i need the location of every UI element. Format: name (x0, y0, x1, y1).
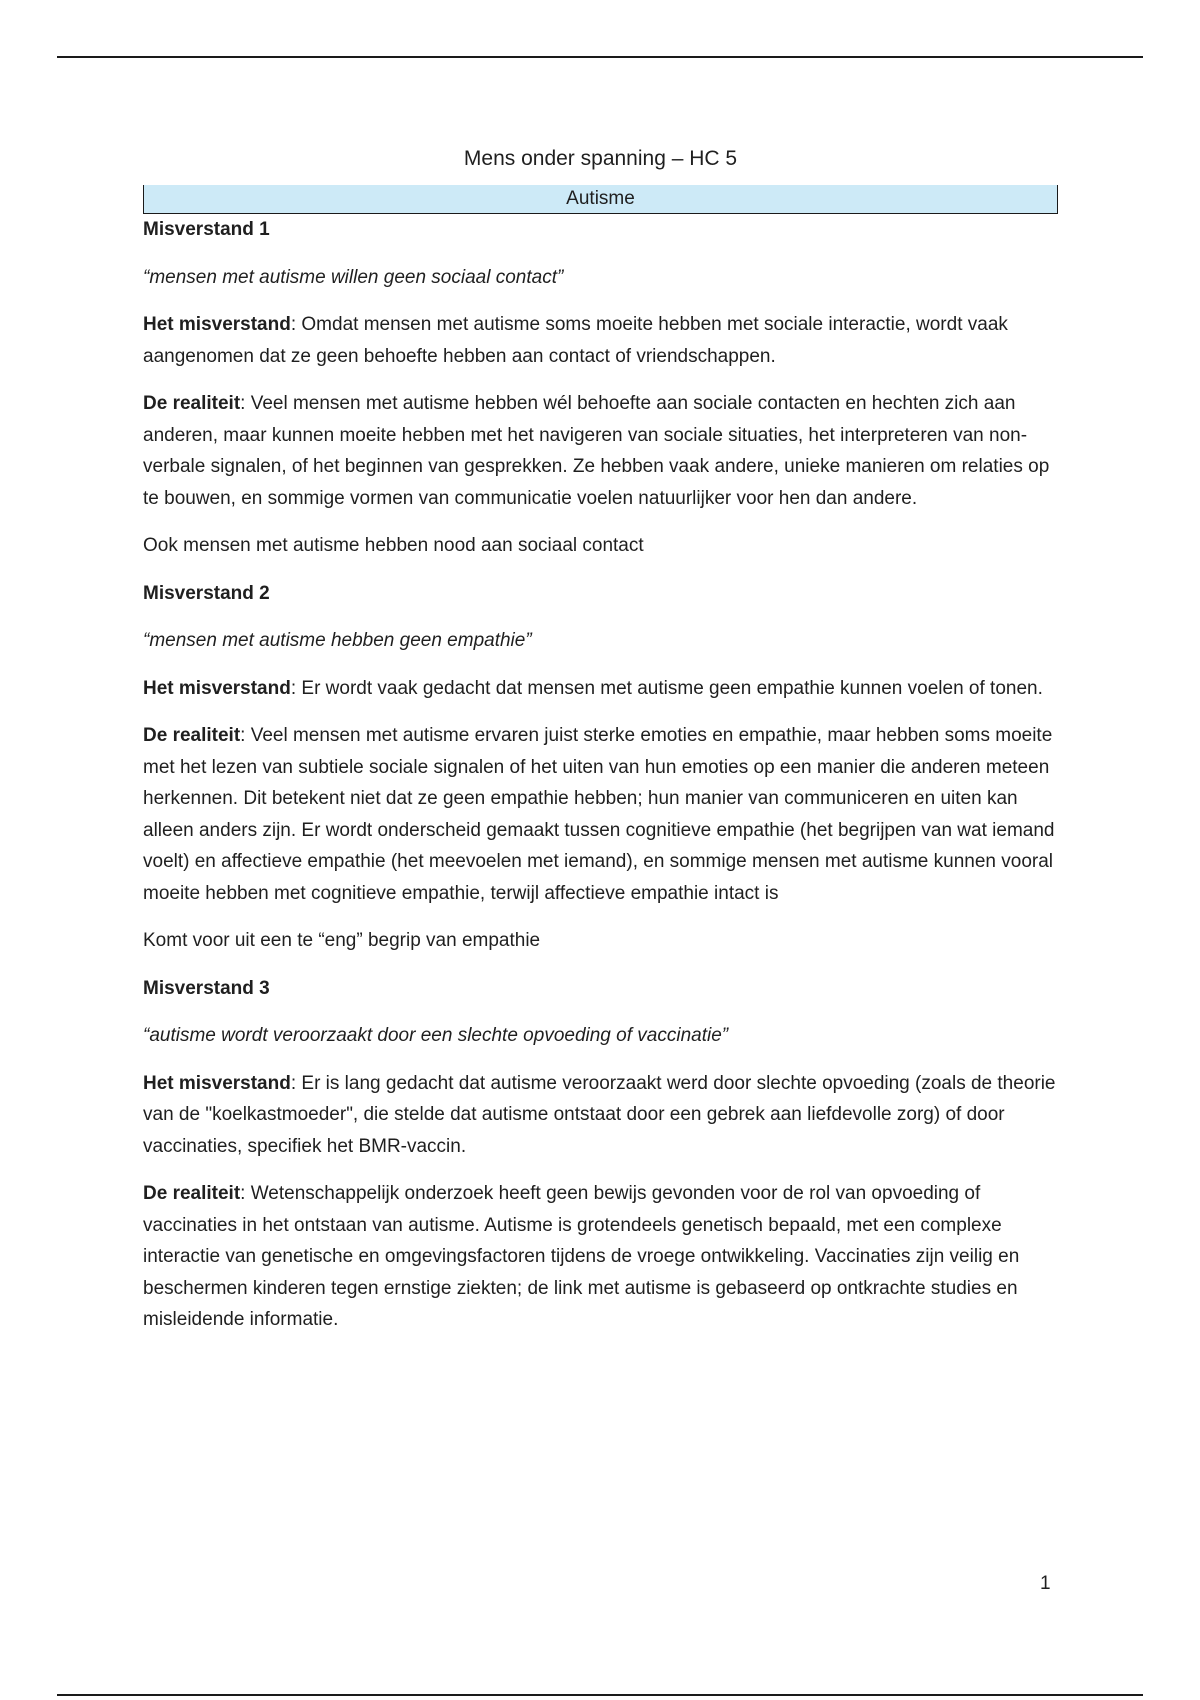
misverstand-label: Het misverstand (143, 314, 291, 335)
misverstand-text: : Er is lang gedacht dat autisme veroorzaakt werd door slechte opvoeding (zoals de theorie van de "koelkastmoeder", die stelde dat autisme ontstaat door een gebrek aan liefdevolle zorg) of door vaccinaties, specifiek het BMR-vaccin. (143, 1072, 1056, 1157)
misverstand-heading: Misverstand 2 (143, 582, 270, 604)
realiteit-text: : Wetenschappelijk onderzoek heeft geen bewijs gevonden voor de rol van opvoeding of vaccinaties in het ontstaan van autisme. Autisme is grotendeels genetisch bepaald, met een complexe interactie van genetische en omgevingsfactoren tijdens de vroege ontwikkeling. Vaccinaties zijn veilig en beschermen kinderen tegen ernstige ziekten; de link met autisme is gebaseerd op ontkrachte studies en misleidende informatie. (143, 1183, 1020, 1330)
misverstand-section (143, 973, 1058, 1336)
note-text: Komt voor uit een te “eng” begrip van empathie (143, 930, 541, 951)
top-rule (57, 56, 1143, 58)
misverstand-text: : Er wordt vaak gedacht dat mensen met autisme geen empathie kunnen voelen of tonen. (290, 677, 1043, 699)
realiteit-paragraph (143, 1178, 1058, 1336)
misverstand-label: Het misverstand (143, 1072, 291, 1094)
misverstand-paragraph (143, 309, 1058, 372)
misverstand-label: Het misverstand (143, 677, 291, 699)
misverstand-quote: “autisme wordt veroorzaakt door een slechte opvoeding of vaccinatie” (143, 1025, 729, 1046)
bottom-rule (57, 1694, 1143, 1696)
misverstand-paragraph (143, 1068, 1058, 1163)
misverstand-section (143, 578, 1058, 957)
realiteit-label: De realiteit (143, 1183, 241, 1204)
misverstand-section (143, 214, 1058, 562)
misverstand-heading: Misverstand 1 (143, 219, 270, 240)
section-header: Autisme (143, 185, 1058, 214)
realiteit-text: : Veel mensen met autisme ervaren juist sterke emoties en empathie, maar hebben soms moeite met het lezen van subtiele sociale signalen of het uiten van hun emoties op een manier die anderen meteen herkennen. Dit betekent niet dat ze geen empathie hebben; hun manier van communiceren en uiten kan alleen anders zijn. Er wordt onderscheid gemaakt tussen cognitieve empathie (het begrijpen van wat iemand voelt) en affectieve empathie (het meevoelen met iemand), en sommige mensen met autisme kunnen vooral moeite hebben met cognitieve empathie, terwijl affectieve empathie intact is (143, 725, 1055, 904)
page-content (143, 140, 1058, 1352)
note-text: Ook mensen met autisme hebben nood aan sociaal contact (143, 535, 644, 556)
misverstand-paragraph (143, 673, 1058, 705)
misverstand-heading: Misverstand 3 (143, 977, 270, 999)
realiteit-paragraph (143, 388, 1058, 514)
realiteit-label: De realiteit (143, 725, 241, 746)
misverstand-text: : Omdat mensen met autisme soms moeite hebben met sociale interactie, wordt vaak aangenomen dat ze geen behoefte hebben aan contact of vriendschappen. (143, 314, 1008, 367)
page-number: 1 (1040, 1573, 1051, 1594)
realiteit-label: De realiteit (143, 393, 241, 414)
misverstand-quote: “mensen met autisme willen geen sociaal contact” (143, 266, 564, 288)
page-title: Mens onder spanning – HC 5 (463, 147, 738, 170)
misverstand-quote: “mensen met autisme hebben geen empathie” (143, 630, 532, 651)
realiteit-text: : Veel mensen met autisme hebben wél behoefte aan sociale contacten en hechten zich aan anderen, maar kunnen moeite hebben met het navigeren van sociale situaties, het interpreteren van non-verbale signalen, of het beginnen van gesprekken. Ze hebben vaak andere, unieke manieren om relaties op te bouwen, en sommige vormen van communicatie voelen natuurlijker voor hen dan andere. (143, 393, 1050, 509)
realiteit-paragraph (143, 720, 1058, 909)
